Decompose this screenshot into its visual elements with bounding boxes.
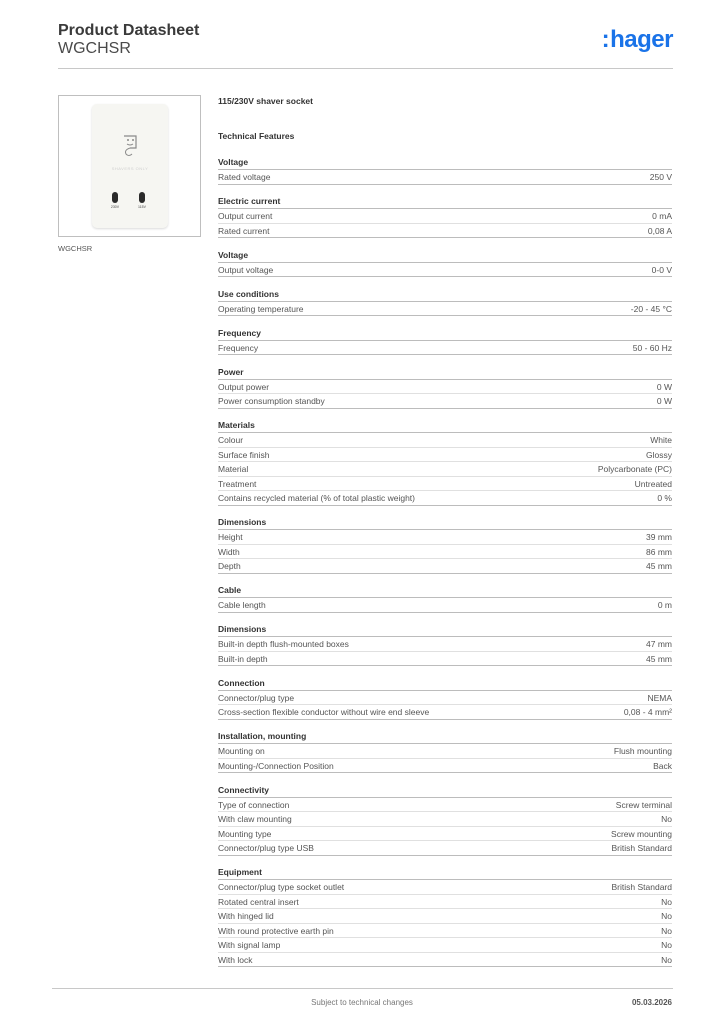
spec-label: Frequency: [218, 342, 259, 353]
footer-date: 05.03.2026: [631, 998, 672, 1007]
spec-label: Output voltage: [218, 264, 274, 275]
spec-value: Screw mounting: [611, 828, 672, 839]
spec-value: Polycarbonate (PC): [597, 464, 672, 474]
spec-label: Connector/plug type socket outlet: [218, 882, 345, 892]
header-divider: [58, 68, 673, 69]
spec-section: [218, 584, 672, 613]
spec-label: Mounting-/Connection Position: [218, 760, 334, 771]
spec-value: Flush mounting: [613, 746, 672, 756]
spec-value: 45 mm: [646, 561, 672, 571]
spec-label: Mounting on: [218, 746, 265, 756]
spec-row: [218, 491, 672, 506]
spec-label: Contains recycled material (% of total plastic weight): [218, 493, 415, 503]
section-title: Voltage: [218, 156, 672, 170]
spec-value: 0,08 A: [647, 225, 672, 236]
socket-plate: [92, 104, 168, 228]
spec-label: Cross-section flexible conductor without wire end sleeve: [218, 707, 430, 717]
spec-value: 0-0 V: [651, 264, 672, 275]
spec-section: [218, 866, 672, 967]
spec-value: 47 mm: [646, 639, 672, 649]
section-title: Power: [218, 366, 672, 380]
spec-label: Connector/plug type: [218, 692, 295, 703]
spec-label: Output current: [218, 211, 273, 221]
spec-row: [218, 448, 672, 463]
section-title: Materials: [218, 419, 672, 433]
spec-value: No: [661, 925, 672, 936]
section-title: Equipment: [218, 866, 672, 880]
spec-section: [218, 327, 672, 356]
section-title: Connection: [218, 677, 672, 691]
spec-row: [218, 559, 672, 574]
section-title: Frequency: [218, 327, 672, 341]
spec-row: [218, 953, 672, 968]
spec-row: [218, 341, 672, 356]
spec-value: 250 V: [649, 172, 672, 182]
spec-label: Width: [218, 546, 240, 557]
spec-row: [218, 652, 672, 667]
spec-label: Built-in depth: [218, 653, 268, 664]
spec-row: [218, 909, 672, 924]
spec-value: 86 mm: [646, 546, 672, 557]
section-title: Electric current: [218, 195, 672, 209]
spec-row: [218, 477, 672, 492]
spec-value: 0 %: [657, 493, 672, 503]
spec-label: Material: [218, 464, 249, 474]
logo-text: hager: [610, 26, 673, 53]
spec-value: 50 - 60 Hz: [632, 342, 672, 353]
spec-row: [218, 691, 672, 706]
spec-label: Rated current: [218, 225, 270, 236]
spec-value: 39 mm: [646, 532, 672, 542]
spec-label: With hinged lid: [218, 911, 274, 921]
spec-section: [218, 366, 672, 409]
footer-note: Subject to technical changes: [311, 998, 413, 1007]
spec-row: [218, 798, 672, 813]
spec-section: [218, 730, 672, 773]
spec-row: [218, 209, 672, 224]
spec-label: Cable length: [218, 600, 266, 610]
document-title: Product Datasheet: [58, 22, 200, 39]
spec-section: [218, 288, 672, 317]
spec-value: No: [661, 814, 672, 824]
spec-value: 0 mA: [652, 211, 672, 221]
spec-row: [218, 170, 672, 185]
spec-label: Type of connection: [218, 799, 290, 810]
hager-logo: [602, 26, 673, 54]
spec-label: Output power: [218, 381, 270, 392]
spec-value: Screw terminal: [615, 799, 672, 810]
spec-label: Height: [218, 532, 243, 542]
spec-row: [218, 827, 672, 842]
spec-section: [218, 784, 672, 856]
page-header: [58, 22, 673, 68]
socket-pin-right: [139, 192, 145, 203]
spec-label: Rotated central insert: [218, 896, 299, 907]
technical-features-title: Technical Features: [218, 131, 295, 141]
pin-right-label: 115V: [138, 205, 146, 209]
spec-label: Mounting type: [218, 828, 272, 839]
spec-label: With lock: [218, 954, 253, 965]
logo-prefix: :: [601, 26, 610, 53]
spec-row: [218, 598, 672, 613]
spec-section: [218, 677, 672, 720]
spec-value: No: [661, 911, 672, 921]
spec-row: [218, 705, 672, 720]
spec-section: [218, 195, 672, 238]
spec-row: [218, 880, 672, 895]
spec-row: [218, 812, 672, 827]
spec-row: [218, 263, 672, 278]
footer-divider: [52, 988, 673, 989]
spec-section: [218, 623, 672, 666]
spec-row: [218, 759, 672, 774]
product-code: WGCHSR: [58, 40, 131, 57]
spec-row: [218, 545, 672, 560]
spec-row: [218, 744, 672, 759]
spec-value: British Standard: [611, 843, 672, 853]
section-title: Dimensions: [218, 516, 672, 530]
spec-label: Depth: [218, 561, 241, 571]
spec-row: [218, 462, 672, 477]
spec-row: [218, 530, 672, 545]
spec-value: NEMA: [647, 692, 672, 703]
spec-section: [218, 419, 672, 506]
spec-content: [218, 95, 672, 978]
section-title: Dimensions: [218, 623, 672, 637]
section-title: Voltage: [218, 249, 672, 263]
spec-label: Connector/plug type USB: [218, 843, 314, 853]
spec-value: 0 W: [656, 381, 672, 392]
shaver-icon: [120, 134, 140, 158]
section-title: Use conditions: [218, 288, 672, 302]
spec-label: Built-in depth flush-mounted boxes: [218, 639, 349, 649]
spec-sections: [218, 156, 672, 967]
product-image: [58, 95, 201, 237]
spec-label: With signal lamp: [218, 940, 281, 950]
spec-label: Operating temperature: [218, 303, 304, 314]
spec-value: No: [661, 954, 672, 965]
image-caption: WGCHSR: [58, 244, 93, 253]
spec-value: Back: [653, 760, 672, 771]
spec-value: No: [661, 896, 672, 907]
plate-text: SHAVERS ONLY: [111, 166, 149, 171]
spec-row: [218, 924, 672, 939]
spec-value: White: [650, 435, 672, 445]
spec-row: [218, 224, 672, 239]
section-title: Cable: [218, 584, 672, 598]
spec-value: 0 m: [657, 600, 672, 610]
spec-label: With round protective earth pin: [218, 925, 334, 936]
spec-value: 0 W: [656, 396, 672, 406]
spec-label: Rated voltage: [218, 172, 271, 182]
spec-value: British Standard: [611, 882, 672, 892]
spec-row: [218, 841, 672, 856]
spec-label: With claw mounting: [218, 814, 292, 824]
spec-row: [218, 394, 672, 409]
section-title: Installation, mounting: [218, 730, 672, 744]
spec-row: [218, 302, 672, 317]
spec-section: [218, 249, 672, 278]
spec-value: Glossy: [646, 449, 672, 460]
spec-label: Surface finish: [218, 449, 270, 460]
spec-value: -20 - 45 °C: [630, 303, 672, 314]
section-title: Connectivity: [218, 784, 672, 798]
spec-label: Treatment: [218, 478, 257, 489]
spec-row: [218, 380, 672, 395]
spec-value: Untreated: [634, 478, 672, 489]
spec-row: [218, 938, 672, 953]
socket-pin-left: [112, 192, 118, 203]
product-description: 115/230V shaver socket: [218, 96, 313, 106]
spec-value: 45 mm: [646, 653, 672, 664]
spec-row: [218, 433, 672, 448]
spec-value: 0,08 - 4 mm²: [623, 707, 672, 717]
spec-section: [218, 516, 672, 574]
spec-row: [218, 895, 672, 910]
pin-left-label: 230V: [110, 205, 120, 209]
spec-value: No: [661, 940, 672, 950]
spec-label: Power consumption standby: [218, 396, 325, 406]
spec-section: [218, 156, 672, 185]
spec-label: Colour: [218, 435, 244, 445]
spec-row: [218, 637, 672, 652]
